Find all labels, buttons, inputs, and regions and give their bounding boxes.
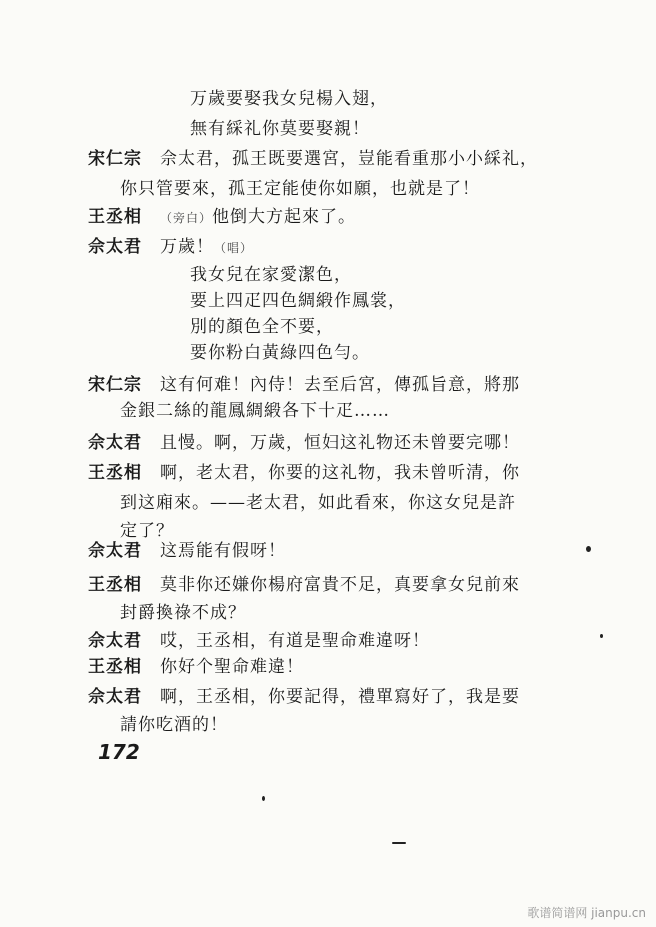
dialogue-line	[88, 236, 253, 259]
line-text: 你好个聖命难違！	[160, 657, 304, 677]
line-text: 要上四疋四色綢緞作鳳裳，	[190, 291, 406, 311]
verse-line	[190, 118, 370, 140]
line-text: 封爵換祿不成？	[120, 603, 246, 623]
page-number: 172	[98, 740, 140, 764]
verse-line	[190, 88, 388, 110]
speaker-name: 佘太君	[88, 541, 142, 561]
speaker-name: 佘太君	[88, 237, 142, 257]
verse-line	[190, 316, 334, 338]
speaker-name: 宋仁宗	[88, 149, 142, 169]
dialogue-line	[88, 656, 304, 678]
line-text: 我女兒在家愛潔色，	[190, 265, 352, 285]
line-text: 要你粉白黃綠四色勻。	[190, 343, 370, 363]
line-text: 別的顏色全不要，	[190, 317, 334, 337]
scan-speck	[600, 634, 603, 638]
line-text: 且慢。啊，万歲，恒妇这礼物还未曾要完哪！	[160, 433, 520, 453]
stage-direction: （唱）	[214, 241, 254, 255]
line-text: 这有何难！內侍！去至后宮，傳孤旨意，將那	[160, 375, 520, 395]
line-text: 莫非你还嫌你楊府富貴不足，真要拿女兒前來	[160, 575, 520, 595]
verse-line	[190, 290, 406, 312]
continuation-line	[120, 602, 246, 624]
dialogue-line	[88, 374, 520, 396]
line-text: 佘太君，孤王既要選宮，豈能看重那小小綵礼，	[160, 149, 538, 169]
scan-speck	[392, 842, 406, 844]
speaker-name: 王丞相	[88, 463, 142, 483]
speaker-name: 佘太君	[88, 687, 142, 707]
continuation-line	[120, 520, 174, 542]
speaker-name: 王丞相	[88, 207, 142, 227]
line-text: 这焉能有假呀！	[160, 541, 286, 561]
dialogue-line	[88, 540, 286, 562]
line-text: 你只管要來，孤王定能使你如願，也就是了！	[120, 179, 480, 199]
dialogue-line	[88, 574, 520, 596]
speaker-name: 宋仁宗	[88, 375, 142, 395]
line-text: 万歲要娶我女兒楊入翅，	[190, 89, 388, 109]
line-text: 啊，老太君，你要的这礼物，我未曾听清，你	[160, 463, 520, 483]
verse-line	[190, 342, 370, 364]
dialogue-line	[88, 432, 520, 454]
line-text: 到这廂來。——老太君，如此看來，你这女兒是許	[120, 493, 516, 513]
speaker-name: 佘太君	[88, 631, 142, 651]
line-text: 他倒大方起來了。	[212, 207, 357, 227]
dialogue-line	[88, 630, 430, 652]
continuation-line	[120, 492, 516, 514]
speaker-name: 佘太君	[88, 433, 142, 453]
speaker-name: 王丞相	[88, 657, 142, 677]
dialogue-line	[88, 462, 520, 484]
watermark: 歌谱简谱网 jianpu.cn	[527, 906, 646, 920]
verse-line	[190, 264, 352, 286]
speaker-name: 王丞相	[88, 575, 142, 595]
scan-speck	[586, 546, 591, 552]
dialogue-line	[88, 206, 356, 229]
dialogue-line	[88, 148, 538, 170]
line-text: 請你吃酒的！	[120, 715, 228, 735]
scan-speck	[262, 796, 265, 801]
continuation-line	[120, 714, 228, 736]
continuation-line	[120, 178, 480, 200]
line-text: 哎，王丞相，有道是聖命难違呀！	[160, 631, 430, 651]
line-text: 定了？	[120, 521, 174, 541]
stage-direction: （旁白）	[160, 211, 213, 225]
line-text: 啊，王丞相，你要記得，禮單寫好了，我是要	[160, 687, 520, 707]
line-text: 金銀二絲的龍鳳綢緞各下十疋……	[120, 401, 390, 421]
continuation-line	[120, 400, 390, 422]
dialogue-line	[88, 686, 520, 708]
line-text: 無有綵礼你莫要娶親！	[190, 119, 370, 139]
line-text: 万歲！	[160, 237, 214, 257]
